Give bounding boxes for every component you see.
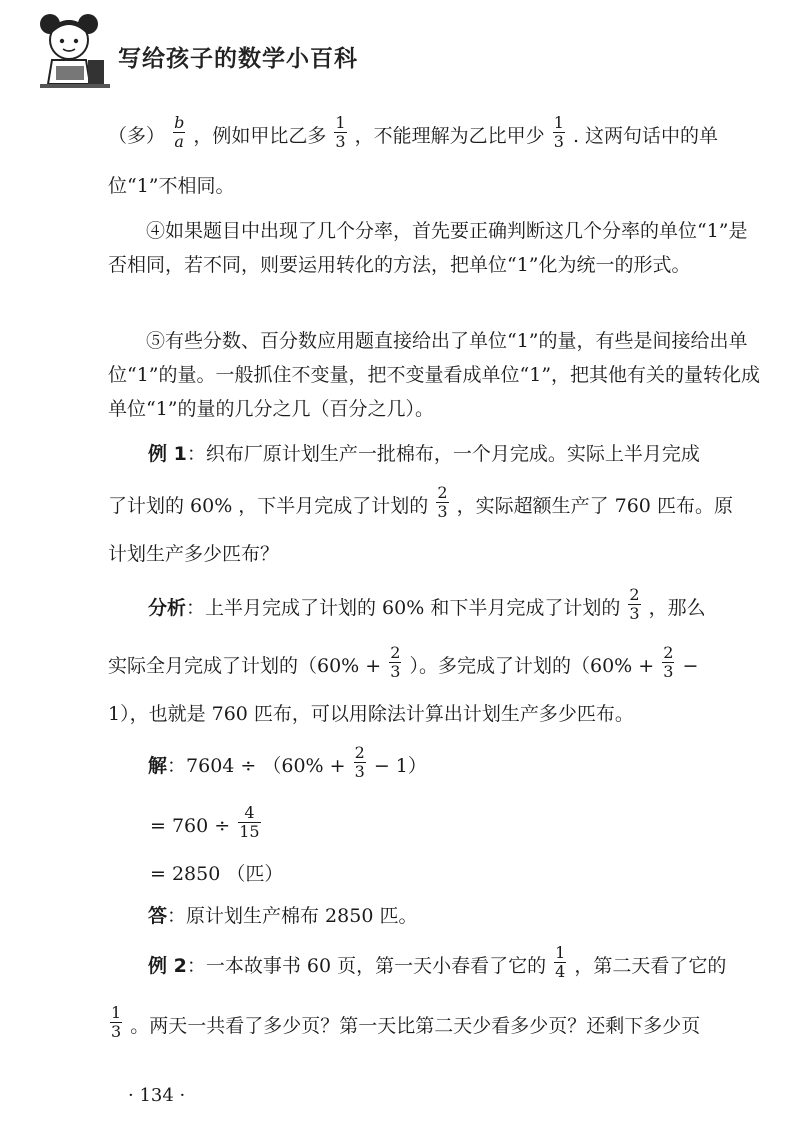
text-span: ：上半月完成了计划的 60% 和下半月完成了计划的	[186, 596, 621, 619]
text-span: 实际全月完成了计划的（60% +	[108, 654, 382, 677]
example-1-line-3: 计划生产多少匹布？	[108, 543, 280, 565]
numerator: 1	[335, 113, 346, 132]
numerator: 1	[553, 113, 564, 132]
solution-line-2	[150, 803, 263, 846]
fraction	[389, 644, 401, 682]
text-span: −	[682, 654, 699, 677]
example-2-line-2	[108, 1003, 701, 1046]
fraction	[554, 944, 566, 982]
denominator: 3	[335, 132, 346, 152]
analysis-line-3: 1），也就是 760 匹布，可以用除法计算出计划生产多少匹布。	[108, 703, 634, 725]
text-span: ：原计划生产棉布 2850 匹。	[167, 905, 418, 927]
paragraph-line	[108, 113, 719, 156]
fraction	[334, 114, 346, 152]
text-span: − 1）	[373, 754, 427, 777]
fraction	[436, 484, 448, 522]
running-header	[30, 10, 530, 90]
fraction	[110, 1004, 122, 1042]
text-span: ，第二天看了它的	[574, 954, 727, 977]
numerator: 2	[437, 483, 448, 502]
numerator: 2	[629, 585, 640, 604]
numerator: b	[174, 113, 185, 132]
solution-label: 解	[148, 754, 168, 777]
text-span: 。两天一共看了多少页？第一天比第二天少看多少页？还剩下多少页	[130, 1014, 701, 1037]
numerator: 2	[390, 643, 401, 662]
text-span: ：织布厂原计划生产一批棉布，一个月完成。实际上半月完成	[186, 443, 700, 465]
paragraph-4: ④如果题目中出现了几个分率，首先要正确判断这几个分率的单位“1”是否相同，若不同，则要运用转化的方法，把单位“1”化为统一的形式。	[108, 220, 748, 276]
numerator: 1	[111, 1003, 122, 1022]
fraction	[553, 114, 565, 152]
denominator: 3	[437, 502, 448, 522]
fraction	[662, 644, 674, 682]
paragraph-5: ⑤有些分数、百分数应用题直接给出了单位“1”的量，有些是间接给出单位“1”的量。一般抓住不变量，把不变量看成单位“1”，把其他有关的量转化成单位“1”的量的几分之几（百分之几）。	[108, 330, 761, 420]
denominator: a	[174, 132, 184, 152]
text-span: （多）	[108, 124, 166, 147]
solution-line-3: = 2850 （匹）	[150, 863, 284, 885]
solution-line-1	[148, 743, 427, 786]
text-span: 了计划的 60% ，下半月完成了计划的	[108, 494, 429, 517]
fraction	[173, 114, 185, 152]
analysis-line-1	[148, 585, 706, 628]
book-title: 写给孩子的数学小百科	[118, 46, 358, 72]
analysis-label: 分析	[148, 596, 187, 619]
girl-with-book-icon	[30, 10, 120, 88]
text-span: ：一本故事书 60 页，第一天小春看了它的	[186, 954, 547, 977]
denominator: 3	[553, 132, 564, 152]
text-span: ，例如甲比乙多	[193, 124, 327, 147]
fraction	[238, 804, 260, 842]
denominator: 3	[354, 762, 365, 782]
numerator: 2	[354, 743, 365, 762]
denominator: 3	[111, 1022, 122, 1042]
text-span: ：7604 ÷ （60% +	[167, 754, 346, 777]
text-span: ）。多完成了计划的（60% +	[409, 654, 655, 677]
example-1-line-2	[108, 483, 733, 526]
text-span: ，那么	[648, 596, 706, 619]
example-label: 例 2	[148, 954, 187, 977]
example-1-line-1	[148, 440, 700, 468]
numerator: 2	[663, 643, 674, 662]
example-2-line-1	[148, 943, 727, 986]
denominator: 3	[390, 662, 401, 682]
analysis-line-2	[108, 643, 699, 686]
text-span: = 760 ÷	[150, 814, 231, 837]
numerator: 1	[555, 943, 566, 962]
denominator: 15	[239, 822, 260, 842]
denominator: 3	[663, 662, 674, 682]
text-span: ，不能理解为乙比甲少	[354, 124, 545, 147]
answer-line	[148, 902, 417, 930]
answer-label: 答	[148, 905, 168, 927]
numerator: 4	[238, 804, 260, 823]
text-span: ，实际超额生产了 760 匹布。原	[456, 494, 733, 517]
text-span: . 这两句话中的单	[572, 124, 719, 147]
fraction	[354, 744, 366, 782]
paragraph-line: 位“1”不相同。	[108, 175, 235, 197]
denominator: 4	[555, 962, 566, 982]
page-number: · 134 ·	[128, 1085, 186, 1106]
denominator: 3	[629, 604, 640, 624]
example-label: 例 1	[148, 443, 187, 465]
fraction	[628, 586, 640, 624]
